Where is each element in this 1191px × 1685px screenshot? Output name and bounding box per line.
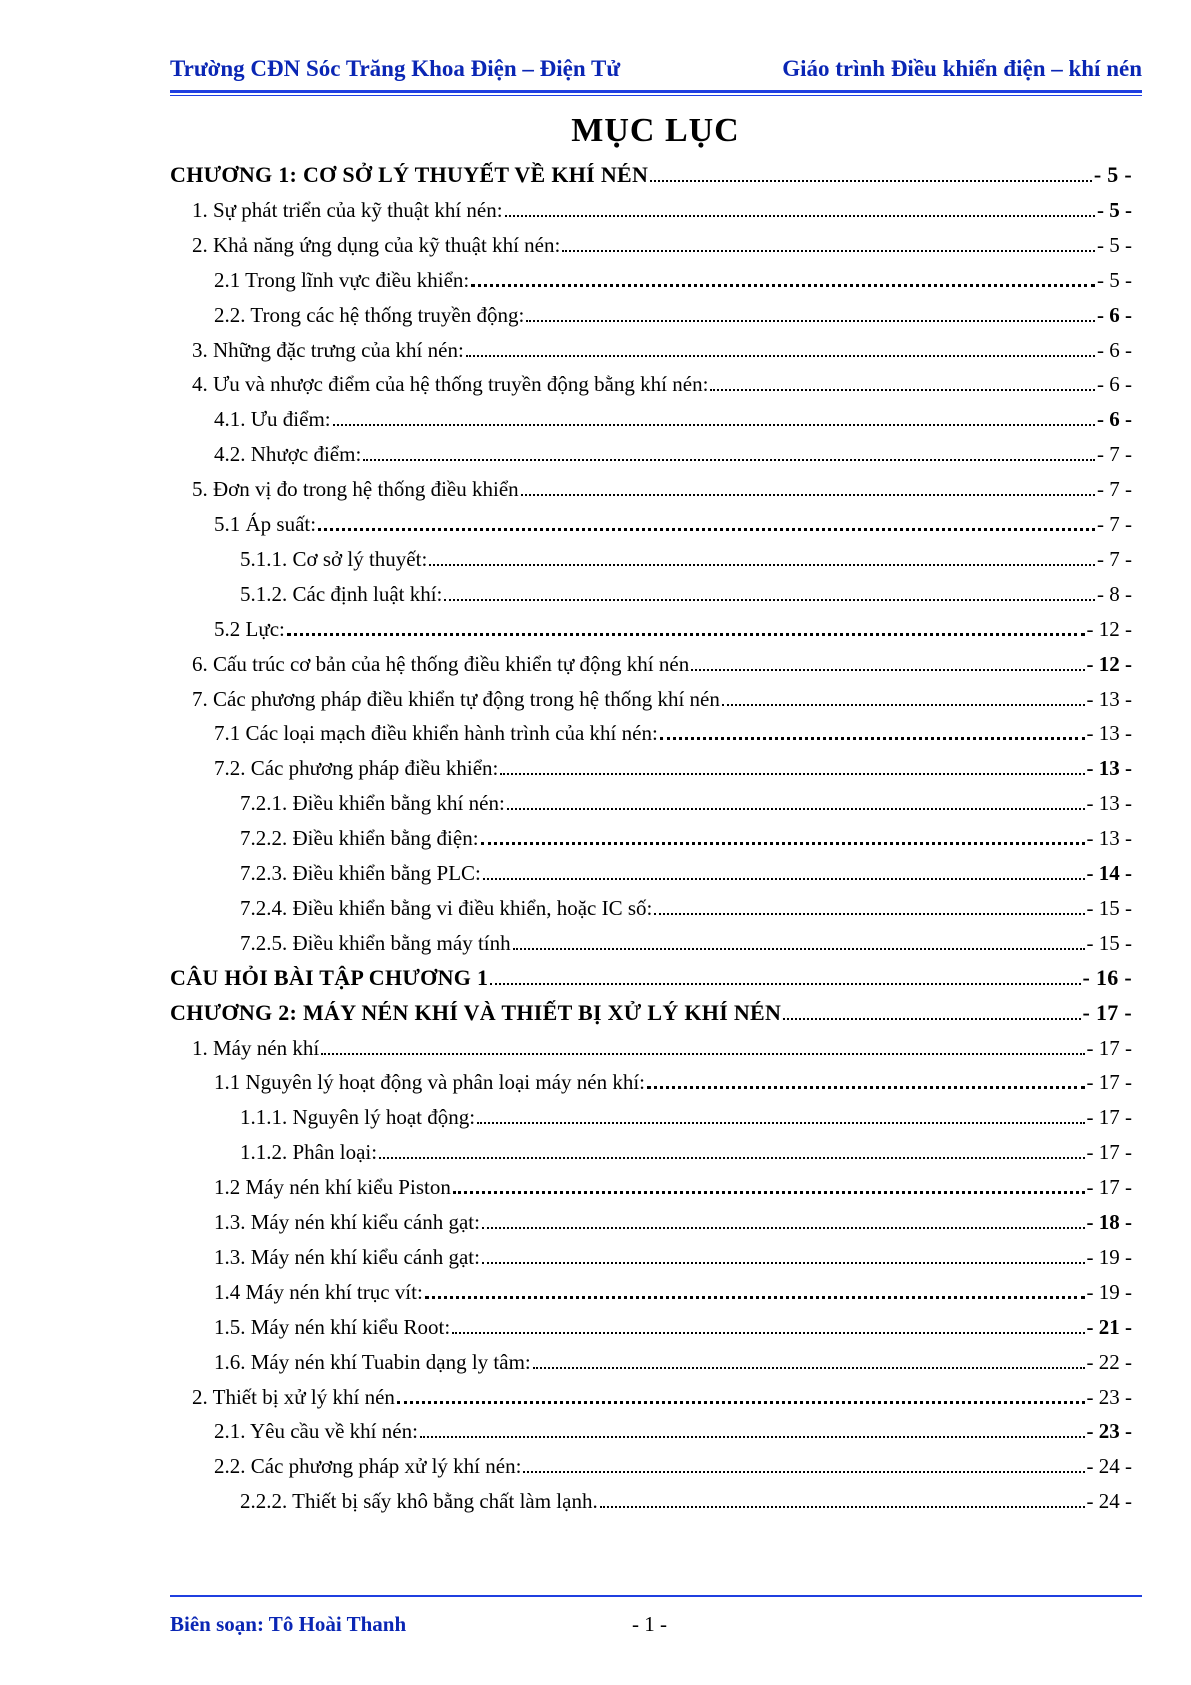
toc-entry-page: - 6 - bbox=[1097, 372, 1132, 396]
toc-entry-page: - 24 - bbox=[1086, 1454, 1132, 1478]
toc-entry-label: 1.1.1. Nguyên lý hoạt động: bbox=[240, 1105, 476, 1129]
toc-entry-label: 1. Sự phát triển của kỹ thuật khí nén: bbox=[192, 198, 503, 222]
toc-entry-label: 1.1 Nguyên lý hoạt động và phân loại máy nén khí: bbox=[214, 1070, 646, 1094]
toc-dot-leader bbox=[453, 1187, 1085, 1194]
toc-dot-leader bbox=[500, 769, 1084, 775]
toc-entry-label: 7.2.1. Điều khiển bằng khí nén: bbox=[240, 791, 505, 815]
toc-entry[interactable] bbox=[192, 187, 1132, 223]
toc-entry[interactable] bbox=[214, 292, 1132, 328]
toc-entry-label: CHƯƠNG 1: CƠ SỞ LÝ THUYẾT VỀ KHÍ NÉN bbox=[170, 162, 649, 187]
toc-dot-leader bbox=[490, 979, 1080, 985]
toc-entry-label: 2.1. Yêu cầu về khí nén: bbox=[214, 1419, 418, 1443]
toc-dot-leader bbox=[466, 351, 1095, 357]
footer-author: Biên soạn: Tô Hoài Thanh bbox=[170, 1612, 407, 1636]
toc-entry-page: - 13 - bbox=[1086, 826, 1132, 850]
toc-entry-page: - 12 - bbox=[1086, 617, 1132, 641]
toc-entry-label: 2.2.2. Thiết bị sấy khô bằng chất làm lạnh. bbox=[240, 1489, 598, 1513]
toc-entry-label: 2. Thiết bị xử lý khí nén bbox=[192, 1385, 395, 1409]
toc-entry-page: - 17 - bbox=[1086, 1140, 1132, 1164]
toc-entry-page: - 6 - bbox=[1097, 407, 1132, 431]
toc-entry[interactable] bbox=[240, 536, 1132, 572]
toc-entry[interactable] bbox=[214, 1269, 1132, 1305]
toc-dot-leader bbox=[600, 1502, 1085, 1508]
toc-entry-page: - 13 - bbox=[1086, 791, 1132, 815]
toc-entry-page: - 21 - bbox=[1086, 1315, 1132, 1339]
toc-entry[interactable] bbox=[214, 1339, 1132, 1375]
toc-dot-leader bbox=[523, 1467, 1084, 1473]
toc-entry-page: - 17 - bbox=[1086, 1105, 1132, 1129]
toc-entry-page: - 7 - bbox=[1097, 547, 1132, 571]
toc-entry-label: 1.1.2. Phân loại: bbox=[240, 1140, 378, 1164]
toc-entry-label: 1.3. Máy nén khí kiểu cánh gạt: bbox=[214, 1245, 480, 1269]
toc-dot-leader bbox=[562, 246, 1095, 252]
toc-dot-leader bbox=[482, 1223, 1085, 1229]
toc-dot-leader bbox=[482, 1258, 1085, 1264]
toc-entry[interactable] bbox=[214, 606, 1132, 642]
toc-entry-page: - 17 - bbox=[1086, 1175, 1132, 1199]
footer-page-number: - 1 - bbox=[632, 1612, 667, 1636]
toc-entry-label: 7.2. Các phương pháp điều khiển: bbox=[214, 756, 499, 780]
toc-entry-label: 1.6. Máy nén khí Tuabin dạng ly tâm: bbox=[214, 1350, 531, 1374]
toc-entry-label: 4.1. Ưu điểm: bbox=[214, 407, 331, 431]
toc-entry[interactable] bbox=[214, 501, 1132, 537]
toc-dot-leader bbox=[477, 1118, 1084, 1124]
toc-entry-label: 7.1 Các loại mạch điều khiển hành trình của khí nén: bbox=[214, 721, 658, 745]
toc-entry[interactable] bbox=[214, 257, 1132, 293]
toc-dot-leader bbox=[783, 1014, 1080, 1020]
toc-entry-page: - 13 - bbox=[1086, 721, 1132, 745]
toc-entry-page: - 6 - bbox=[1097, 303, 1132, 327]
toc-dot-leader bbox=[321, 1049, 1084, 1055]
toc-dot-leader bbox=[654, 909, 1084, 915]
toc-entry-page: - 13 - bbox=[1086, 756, 1132, 780]
toc-entry[interactable] bbox=[214, 1408, 1132, 1444]
toc-dot-leader bbox=[710, 385, 1095, 391]
toc-entry-label: 5.2 Lực: bbox=[214, 617, 285, 641]
toc-entry-label: 5.1.2. Các định luật khí: bbox=[240, 582, 443, 606]
toc-entry-page: - 5 - bbox=[1093, 162, 1132, 187]
toc-entry-page: - 17 - bbox=[1086, 1036, 1132, 1060]
footer-divider bbox=[170, 1595, 1142, 1597]
toc-entry-page: - 5 - bbox=[1097, 233, 1132, 257]
toc-dot-leader bbox=[521, 490, 1095, 496]
toc-entry-label: CÂU HỎI BÀI TẬP CHƯƠNG 1 bbox=[170, 965, 489, 990]
toc-entry-label: 2.2. Trong các hệ thống truyền động: bbox=[214, 303, 525, 327]
toc-entry-label: 7.2.5. Điều khiển bằng máy tính bbox=[240, 931, 511, 955]
toc-dot-leader bbox=[318, 524, 1095, 531]
toc-entry-page: - 15 - bbox=[1086, 931, 1132, 955]
toc-entry[interactable] bbox=[240, 1094, 1132, 1130]
toc-entry[interactable] bbox=[192, 641, 1132, 677]
toc-entry-label: 4. Ưu và nhược điểm của hệ thống truyền động bằng khí nén: bbox=[192, 372, 709, 396]
toc-entry-label: 1.2 Máy nén khí kiểu Piston bbox=[214, 1175, 451, 1199]
toc-entry-page: - 17 - bbox=[1082, 1000, 1132, 1025]
page-header bbox=[170, 56, 1142, 84]
toc-entry-page: - 6 - bbox=[1097, 338, 1132, 362]
toc-dot-leader bbox=[505, 211, 1095, 217]
toc-chapter-entry[interactable] bbox=[170, 152, 1132, 188]
toc-entry-page: - 23 - bbox=[1086, 1419, 1132, 1443]
toc-entry-page: - 15 - bbox=[1086, 896, 1132, 920]
toc-title: MỤC LỤC bbox=[571, 112, 740, 149]
toc-entry-page: - 17 - bbox=[1086, 1070, 1132, 1094]
toc-entry-label: 5.1 Áp suất: bbox=[214, 512, 317, 536]
page-footer bbox=[170, 1612, 1142, 1638]
toc-dot-leader bbox=[660, 733, 1085, 740]
toc-entry[interactable] bbox=[192, 466, 1132, 502]
toc-dot-leader bbox=[287, 629, 1085, 636]
toc-dot-leader bbox=[722, 700, 1085, 706]
toc-entry[interactable] bbox=[214, 745, 1132, 781]
toc-entry-label: 5. Đơn vị đo trong hệ thống điều khiển bbox=[192, 477, 519, 501]
toc-entry[interactable] bbox=[192, 1025, 1132, 1061]
toc-dot-leader bbox=[526, 316, 1095, 322]
toc-entry[interactable] bbox=[214, 1199, 1132, 1235]
toc-entry-label: 6. Cấu trúc cơ bản của hệ thống điều khiển tự động khí nén bbox=[192, 652, 690, 676]
toc-entry[interactable] bbox=[214, 1059, 1132, 1095]
toc-entry-page: - 16 - bbox=[1082, 965, 1132, 990]
toc-dot-leader bbox=[647, 1082, 1084, 1089]
toc-chapter-entry[interactable] bbox=[170, 990, 1132, 1026]
toc-entry-label: 3. Những đặc trưng của khí nén: bbox=[192, 338, 464, 362]
toc-entry-page: - 19 - bbox=[1086, 1280, 1132, 1304]
toc-entry[interactable] bbox=[214, 1443, 1132, 1479]
toc-entry-label: 7.2.3. Điều khiển bằng PLC: bbox=[240, 861, 481, 885]
toc-entry[interactable] bbox=[214, 396, 1132, 432]
toc-entry-label: 1. Máy nén khí bbox=[192, 1036, 320, 1060]
toc-dot-leader bbox=[444, 595, 1095, 601]
toc-entry[interactable] bbox=[192, 676, 1132, 712]
toc-entry-label: CHƯƠNG 2: MÁY NÉN KHÍ VÀ THIẾT BỊ XỬ LÝ KHÍ NÉN bbox=[170, 1000, 782, 1025]
header-school-department: Trường CĐN Sóc Trăng Khoa Điện – Điện Tử bbox=[170, 56, 621, 81]
toc-entry-label: 7.2.2. Điều khiển bằng điện: bbox=[240, 826, 479, 850]
toc-entry-label: 1.4 Máy nén khí trục vít: bbox=[214, 1280, 423, 1304]
toc-entry[interactable] bbox=[214, 1234, 1132, 1270]
toc-entry-page: - 18 - bbox=[1086, 1210, 1132, 1234]
toc-entry-label: 7. Các phương pháp điều khiển tự động trong hệ thống khí nén bbox=[192, 687, 720, 711]
toc-entry-label: 2.1 Trong lĩnh vực điều khiển: bbox=[214, 268, 470, 292]
toc-entry[interactable] bbox=[240, 850, 1132, 886]
toc-entry[interactable] bbox=[214, 1304, 1132, 1340]
toc-dot-leader bbox=[363, 455, 1095, 461]
toc-chapter-entry[interactable] bbox=[170, 955, 1132, 991]
toc-entry-label: 2.2. Các phương pháp xử lý khí nén: bbox=[214, 1454, 522, 1478]
toc-entry[interactable] bbox=[240, 571, 1132, 607]
toc-entry[interactable] bbox=[214, 431, 1132, 467]
toc-entry-page: - 19 - bbox=[1086, 1245, 1132, 1269]
header-textbook-title: Giáo trình Điều khiển điện – khí nén bbox=[782, 56, 1142, 81]
header-divider bbox=[170, 90, 1142, 96]
toc-entry-label: 4.2. Nhược điểm: bbox=[214, 442, 362, 466]
toc-entry[interactable] bbox=[214, 1164, 1132, 1200]
toc-entry-page: - 23 - bbox=[1086, 1385, 1132, 1409]
toc-entry-page: - 7 - bbox=[1097, 477, 1132, 501]
toc-entry-page: - 5 - bbox=[1097, 198, 1132, 222]
toc-entry-page: - 14 - bbox=[1086, 861, 1132, 885]
toc-entry-page: - 7 - bbox=[1097, 512, 1132, 536]
toc-entry[interactable] bbox=[192, 361, 1132, 397]
toc-entry-page: - 22 - bbox=[1086, 1350, 1132, 1374]
toc-entry[interactable] bbox=[240, 815, 1132, 851]
toc-dot-leader bbox=[691, 665, 1084, 671]
toc-entry[interactable] bbox=[192, 222, 1132, 258]
toc-entry-page: - 13 - bbox=[1086, 687, 1132, 711]
toc-dot-leader bbox=[513, 944, 1085, 950]
toc-dot-leader bbox=[533, 1363, 1085, 1369]
toc-entry[interactable] bbox=[214, 710, 1132, 746]
toc-entry-page: - 24 - bbox=[1086, 1489, 1132, 1513]
toc-dot-leader bbox=[333, 420, 1095, 426]
toc-entry-label: 1.3. Máy nén khí kiểu cánh gạt: bbox=[214, 1210, 480, 1234]
toc-entry[interactable] bbox=[240, 1478, 1132, 1514]
toc-entry[interactable] bbox=[240, 1129, 1132, 1165]
toc-dot-leader bbox=[481, 838, 1085, 845]
toc-entry-label: 1.5. Máy nén khí kiểu Root: bbox=[214, 1315, 451, 1339]
toc-entry-page: - 8 - bbox=[1097, 582, 1132, 606]
toc-entry[interactable] bbox=[240, 885, 1132, 921]
toc-entry-label: 7.2.4. Điều khiển bằng vi điều khiển, hoặc IC số: bbox=[240, 896, 653, 920]
toc-entry-page: - 12 - bbox=[1086, 652, 1132, 676]
toc-dot-leader bbox=[452, 1328, 1084, 1334]
toc-entry[interactable] bbox=[192, 1374, 1132, 1410]
toc-entry-label: 5.1.1. Cơ sở lý thuyết: bbox=[240, 547, 428, 571]
toc-entry[interactable] bbox=[192, 327, 1132, 363]
toc-dot-leader bbox=[397, 1397, 1085, 1404]
toc-entry-page: - 7 - bbox=[1097, 442, 1132, 466]
toc-dot-leader bbox=[429, 560, 1095, 566]
toc-dot-leader bbox=[483, 874, 1085, 880]
toc-entry-page: - 5 - bbox=[1097, 268, 1132, 292]
toc-entry[interactable] bbox=[240, 780, 1132, 816]
toc-dot-leader bbox=[379, 1153, 1084, 1159]
toc-entry-label: 2. Khả năng ứng dụng của kỹ thuật khí nén: bbox=[192, 233, 561, 257]
toc-dot-leader bbox=[650, 176, 1092, 182]
toc-entry[interactable] bbox=[240, 920, 1132, 956]
toc-dot-leader bbox=[507, 804, 1085, 810]
toc-dot-leader bbox=[420, 1432, 1085, 1438]
toc-dot-leader bbox=[425, 1292, 1085, 1299]
toc-dot-leader bbox=[471, 280, 1095, 287]
